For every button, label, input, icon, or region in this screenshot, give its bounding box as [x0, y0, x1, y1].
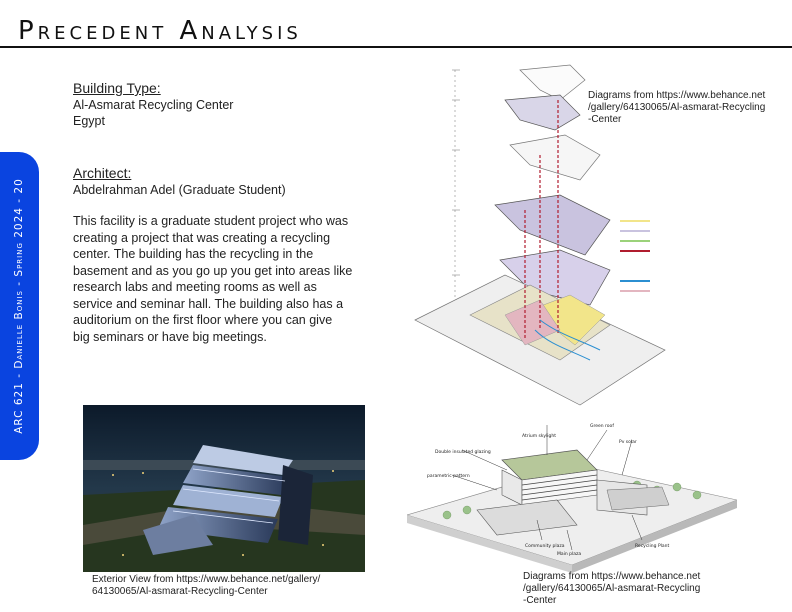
- building-type-name: Al-Asmarat Recycling Center: [73, 98, 234, 112]
- description-line: auditorium on the first floor where you can give: [73, 313, 333, 327]
- side-tab-text: ARC 621 - Danielle Bonis - Spring 2024 - 20: [13, 178, 25, 434]
- caption-line: 64130065/Al-asmarat-Recycling-Center: [92, 586, 268, 597]
- exterior-view-caption: [92, 574, 372, 598]
- description-line: big seminars or have big meetings.: [73, 329, 267, 344]
- building-type-section: [73, 80, 233, 129]
- description-paragraph: [73, 213, 403, 345]
- iso-label: Green roof: [590, 424, 614, 429]
- axo-diagram-caption: [588, 90, 790, 126]
- iso-label: Community plaza: [525, 544, 565, 549]
- iso-label: Pv solar: [619, 440, 637, 445]
- caption-line: Diagrams from https://www.behance.net: [588, 90, 766, 101]
- description-line: center. The building has the recycling in the: [73, 247, 314, 261]
- iso-label: Main plaza: [557, 552, 582, 557]
- isometric-site-diagram: [407, 415, 737, 573]
- iso-label: parametric pattern: [427, 474, 470, 479]
- caption-line: Diagrams from https://www.behance.net: [523, 571, 701, 582]
- caption-line: -Center: [588, 114, 622, 125]
- iso-diagram-caption: [523, 571, 743, 607]
- caption-line: Exterior View from https://www.behance.net/gallery/: [92, 574, 321, 585]
- caption-line: /gallery/64130065/Al-asmarat-Recycling: [588, 102, 766, 113]
- description-line: creating a project that was creating a recycling: [73, 230, 331, 245]
- description-line: research labs and meeting rooms as well as: [73, 280, 317, 294]
- iso-label: Atrium skylight: [522, 434, 556, 439]
- exterior-render-photo: [83, 405, 365, 572]
- iso-label: Double insulated glazing: [435, 450, 491, 455]
- architect-label: Architect:: [73, 165, 132, 181]
- caption-line: /gallery/64130065/Al-asmarat-Recycling: [523, 583, 701, 594]
- iso-label: Recycling Plant: [635, 544, 670, 549]
- description-line: This facility is a graduate student project who was: [73, 214, 349, 228]
- description-line: basement and as you go up you get into areas like: [73, 263, 353, 278]
- architect-section: [73, 165, 286, 198]
- description-line: service and seminar hall. The building also has a: [73, 296, 344, 311]
- building-type-country: Egypt: [73, 114, 105, 128]
- caption-line: -Center: [523, 595, 557, 606]
- title-divider: [0, 46, 792, 48]
- building-type-label: Building Type:: [73, 80, 161, 96]
- page-title: Precedent Analysis: [18, 16, 302, 46]
- architect-name: Abdelrahman Adel (Graduate Student): [73, 183, 286, 197]
